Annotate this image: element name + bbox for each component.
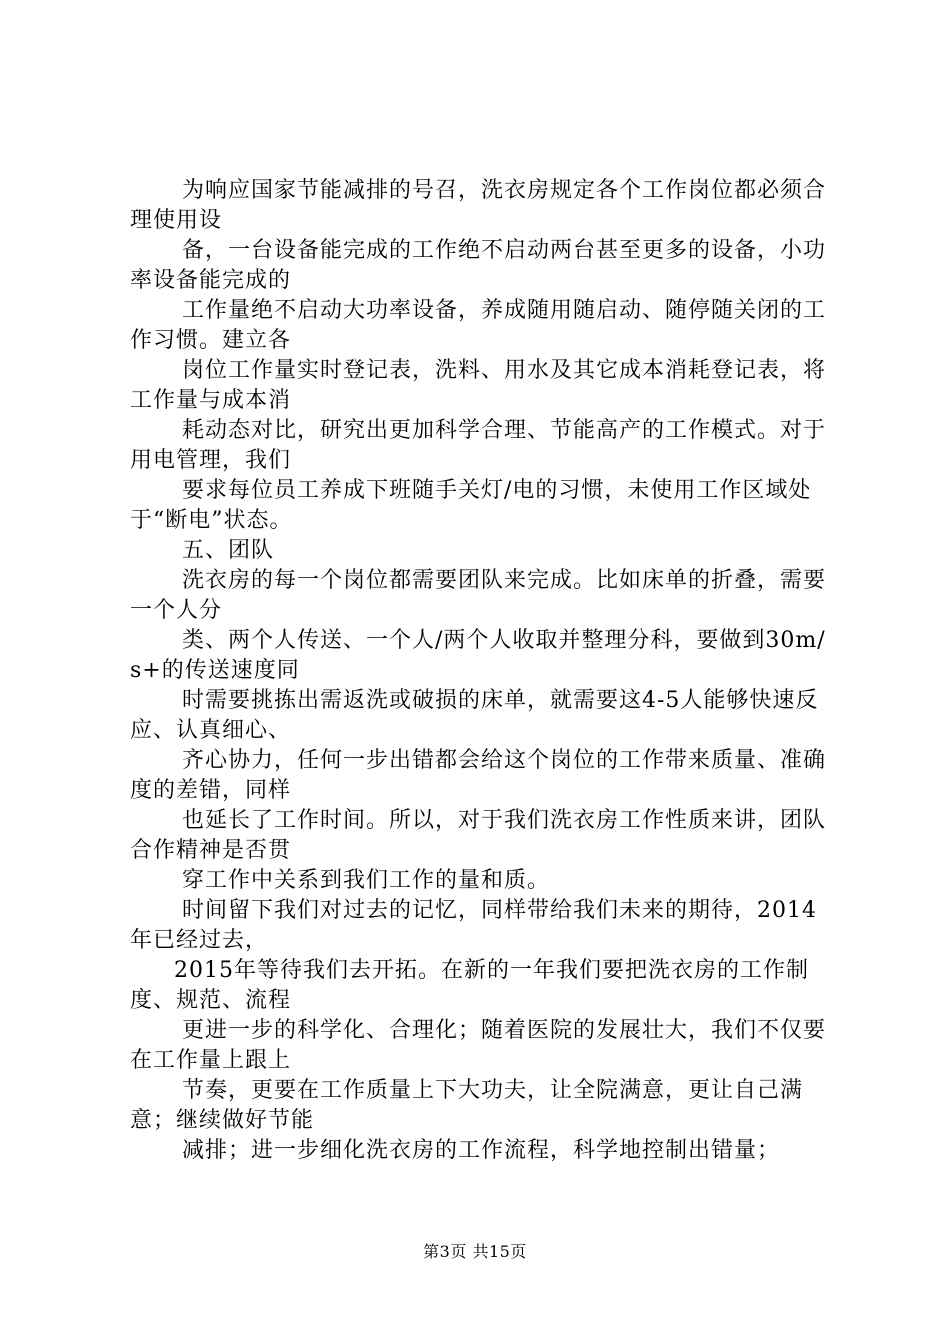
paragraph-line: 备，一台设备能完成的工作绝不启动两台甚至更多的设备，小功率设备能完成的 (130, 238, 827, 293)
document-body (130, 176, 835, 1166)
paragraph-line: 穿工作中关系到我们工作的量和质。 (182, 868, 551, 893)
paragraph-line: 耗动态对比，研究出更加科学合理、节能高产的工作模式。对于用电管理，我们 (130, 418, 827, 473)
paragraph-line: 时需要挑拣出需返洗或破损的床单，就需要这4-5人能够快速反应、认真细心、 (130, 688, 819, 743)
paragraph-line: 节奏，更要在工作质量上下大功夫，让全院满意，更让自己满意；继续做好节能 (130, 1078, 804, 1133)
paragraph-line: 工作量绝不启动大功率设备，养成随用随启动、随停随关闭的工作习惯。建立各 (130, 298, 827, 353)
paragraph-line: 类、两个人传送、一个人/两个人收取并整理分科，要做到30m/s+的传送速度同 (130, 628, 826, 683)
paragraph-line: 为响应国家节能减排的号召，洗衣房规定各个工作岗位都必须合理使用设 (130, 178, 827, 233)
paragraph-line: 齐心协力，任何一步出错都会给这个岗位的工作带来质量、准确度的差错，同样 (130, 748, 827, 803)
paragraph-line: 洗衣房的每一个岗位都需要团队来完成。比如床单的折叠，需要一个人分 (130, 568, 827, 623)
paragraph-line: 减排；进一步细化洗衣房的工作流程，科学地控制出错量； (182, 1138, 781, 1163)
paragraph-line: 2015年等待我们去开拓。在新的一年我们要把洗衣房的工作制度、规范、流程 (130, 958, 809, 1013)
paragraph-line: 也延长了工作时间。所以，对于我们洗衣房工作性质来讲，团队合作精神是否贯 (130, 808, 827, 863)
section-heading: 五、团队 (182, 538, 275, 563)
paragraph-line: 要求每位员工养成下班随手关灯/电的习惯，未使用工作区域处于“断电”状态。 (130, 478, 812, 533)
paragraph-line: 岗位工作量实时登记表，洗料、用水及其它成本消耗登记表，将工作量与成本消 (130, 358, 827, 413)
paragraph-line: 时间留下我们对过去的记忆，同样带给我们未来的期待，2014年已经过去， (130, 898, 817, 953)
paragraph-line: 更进一步的科学化、合理化；随着医院的发展壮大，我们不仅要在工作量上跟上 (130, 1018, 827, 1073)
page-number-footer: 第3页 共15页 (423, 1242, 527, 1261)
